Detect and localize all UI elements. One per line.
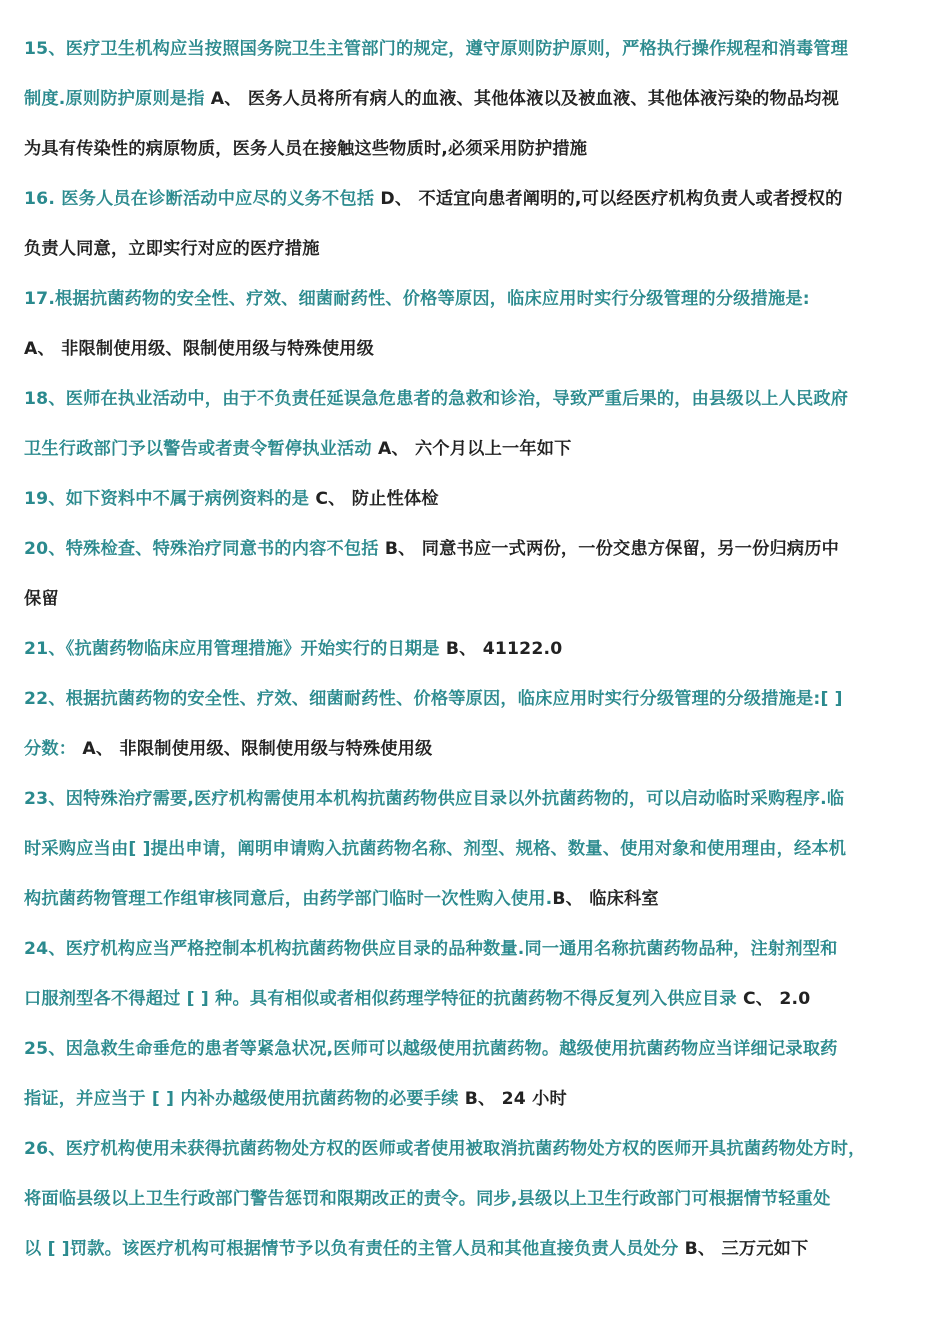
answer-text: C、 防止性体检 (309, 489, 439, 509)
question-text: 时采购应当由[ ]提出申请，阐明申请购入抗菌药物名称、剂型、规格、数量、使用对象和使用理由，经本机 (24, 839, 847, 859)
text-line (24, 984, 930, 1034)
text-line (24, 1184, 930, 1234)
answer-text: 为具有传染性的病原物质，医务人员在接触这些物质时,必须采用防护措施 (24, 139, 588, 159)
text-line (24, 334, 930, 384)
answer-text: B、 41122.0 (439, 639, 563, 659)
answer-text: B、 三万元如下 (678, 1239, 809, 1259)
answer-text: B、 24 小时 (458, 1089, 567, 1109)
answer-text: D、 不适宜向患者阐明的,可以经医疗机构负责人或者授权的 (374, 189, 843, 209)
question-text: 口服剂型各不得超过 [ ] 种。具有相似或者相似药理学特征的抗菌药物不得反复列入供应目录 (24, 989, 737, 1009)
question-text: 19、如下资料中不属于病例资料的是 (24, 489, 310, 509)
question-text: 23、因特殊治疗需要,医疗机构需使用本机构抗菌药物供应目录以外抗菌药物的，可以启动临时采购程序.临 (24, 789, 845, 809)
question-text: 将面临县级以上卫生行政部门警告惩罚和限期改正的责令。同步,县级以上卫生行政部门可根据情节轻重处 (24, 1189, 831, 1209)
question-text: 以 [ ]罚款。该医疗机构可根据情节予以负有责任的主管人员和其他直接负责人员处分 (24, 1239, 679, 1259)
question-text: 17.根据抗菌药物的安全性、疗效、细菌耐药性、价格等原因，临床应用时实行分级管理的分级措施是: (24, 289, 810, 309)
answer-text: C、 2.0 (736, 989, 811, 1009)
text-line (24, 384, 930, 434)
text-line (24, 934, 930, 984)
text-line (24, 484, 930, 534)
text-line (24, 84, 930, 134)
text-line (24, 234, 930, 284)
question-text: 16. 医务人员在诊断活动中应尽的义务不包括 (24, 189, 375, 209)
question-text: 25、因急救生命垂危的患者等紧急状况,医师可以越级使用抗菌药物。越级使用抗菌药物应当详细记录取药 (24, 1039, 838, 1059)
answer-text: A、 非限制使用级、限制使用级与特殊使用级 (24, 339, 375, 359)
text-line (24, 34, 930, 84)
text-line (24, 884, 930, 934)
question-text: 21、《抗菌药物临床应用管理措施》开始实行的日期是 (24, 639, 440, 659)
text-line (24, 584, 930, 634)
question-text: 26、医疗机构使用未获得抗菌药物处方权的医师或者使用被取消抗菌药物处方权的医师开具抗菌药物处方时， (24, 1139, 866, 1159)
answer-text: A、 非限制使用级、限制使用级与特殊使用级 (76, 739, 433, 759)
answer-text: 保留 (24, 589, 59, 609)
text-line (24, 134, 930, 184)
question-text: 卫生行政部门予以警告或者责令暂停执业活动 (24, 439, 372, 459)
text-line (24, 684, 930, 734)
question-text: 指证，并应当于 [ ] 内补办越级使用抗菌药物的必要手续 (24, 1089, 459, 1109)
question-text: 18、医师在执业活动中，由于不负责任延误急危患者的急救和诊治，导致严重后果的，由县级以上人民政府 (24, 389, 849, 409)
text-line (24, 284, 930, 334)
text-line (24, 734, 930, 784)
text-line (24, 434, 930, 484)
answer-text: A、 六个月以上一年如下 (371, 439, 572, 459)
answer-text: B、 同意书应一式两份，一份交患方保留，另一份归病历中 (378, 539, 840, 559)
question-text: 制度.原则防护原则是指 (24, 89, 205, 109)
answer-text: 负责人同意，立即实行对应的医疗措施 (24, 239, 320, 259)
text-line (24, 184, 930, 234)
question-text: 分数： (24, 739, 77, 759)
text-line (24, 1084, 930, 1134)
text-line (24, 534, 930, 584)
question-text: 20、特殊检查、特殊治疗同意书的内容不包括 (24, 539, 379, 559)
question-text: 构抗菌药物管理工作组审核同意后，由药学部门临时一次性购入使用. (24, 889, 553, 909)
answer-text: A、 医务人员将所有病人的血液、其他体液以及被血液、其他体液污染的物品均视 (204, 89, 840, 109)
text-line (24, 634, 930, 684)
text-line (24, 1034, 930, 1084)
question-text: 24、医疗机构应当严格控制本机构抗菌药物供应目录的品种数量.同一通用名称抗菌药物品种，注射剂型和 (24, 939, 838, 959)
question-text: 22、根据抗菌药物的安全性、疗效、细菌耐药性、价格等原因，临床应用时实行分级管理的分级措施是:[ ] (24, 689, 843, 709)
text-line (24, 1134, 930, 1184)
text-line (24, 834, 930, 884)
question-text: 15、医疗卫生机构应当按照国务院卫生主管部门的规定，遵守原则防护原则，严格执行操作规程和消毒管理 (24, 39, 849, 59)
text-line (24, 1234, 930, 1284)
answer-text: B、 临床科室 (552, 889, 659, 909)
text-line (24, 784, 930, 834)
